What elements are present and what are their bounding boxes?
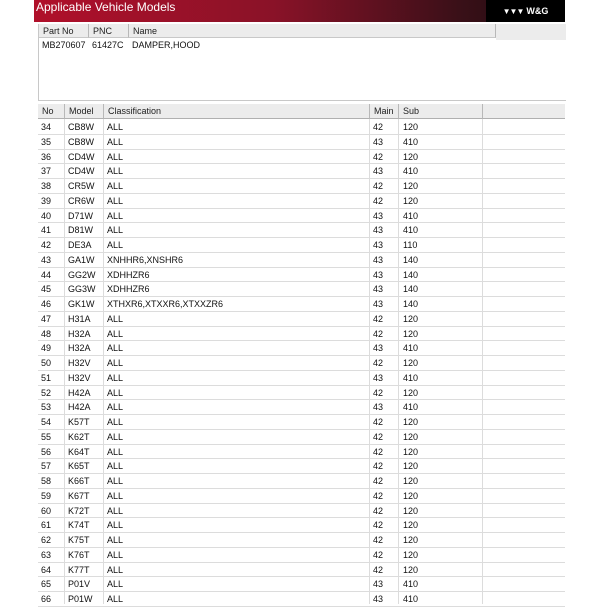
table-row[interactable] <box>38 577 565 592</box>
row-sub-cell: 140 <box>403 299 419 309</box>
row-sub-cell: 140 <box>403 284 419 295</box>
row-main-cell: 43 <box>373 343 384 354</box>
row-model-cell: K74T <box>68 520 90 531</box>
title-bar <box>34 0 565 22</box>
table-row[interactable] <box>38 268 565 283</box>
row-main-cell: 42 <box>373 549 384 560</box>
row-main-cell: 42 <box>373 313 384 324</box>
row-sub-cell: 410 <box>403 210 419 221</box>
table-row[interactable] <box>38 533 565 548</box>
row-main-cell: 43 <box>373 284 384 295</box>
row-classification-cell: ALL <box>107 431 124 442</box>
table-row[interactable] <box>38 179 565 194</box>
row-sub-cell: 410 <box>403 372 419 383</box>
table-row[interactable] <box>38 592 565 607</box>
row-main-cell: 42 <box>373 122 384 132</box>
row-main-cell: 42 <box>373 431 384 442</box>
row-sub-cell: 120 <box>403 417 419 427</box>
row-classification-cell: ALL <box>107 579 124 590</box>
row-model-cell: H42A <box>68 402 91 413</box>
table-row[interactable] <box>38 135 565 150</box>
table-row[interactable] <box>38 194 565 209</box>
row-main-cell: 42 <box>373 328 384 339</box>
row-main-cell: 42 <box>373 446 384 457</box>
row-main-cell: 42 <box>373 520 384 531</box>
row-no-cell: 37 <box>41 166 52 177</box>
table-row[interactable] <box>38 489 565 504</box>
brand-logo-text: W&G <box>526 6 549 16</box>
row-model-cell: H32A <box>68 343 91 354</box>
table-row[interactable] <box>38 223 565 238</box>
row-model-cell: CD4W <box>68 151 95 162</box>
row-sub-cell: 120 <box>403 195 419 206</box>
table-row[interactable] <box>38 400 565 415</box>
row-no-cell: 52 <box>41 387 52 398</box>
row-no-cell: 63 <box>41 549 52 560</box>
table-row[interactable] <box>38 445 565 460</box>
row-no-cell: 46 <box>41 299 52 309</box>
row-model-cell: GA1W <box>68 254 95 265</box>
row-no-cell: 48 <box>41 328 52 339</box>
table-row[interactable] <box>38 386 565 401</box>
row-classification-cell: XDHHZR6 <box>107 284 150 295</box>
row-no-cell: 44 <box>41 269 52 280</box>
column-header-sub[interactable]: Sub <box>399 104 483 119</box>
row-model-cell: CB8W <box>68 136 95 147</box>
row-no-cell: 51 <box>41 372 52 383</box>
table-row[interactable] <box>38 120 565 135</box>
row-sub-cell: 120 <box>403 387 419 398</box>
row-no-cell: 65 <box>41 579 52 590</box>
row-main-cell: 43 <box>373 225 384 236</box>
row-main-cell: 43 <box>373 254 384 265</box>
row-no-cell: 54 <box>41 417 52 427</box>
row-main-cell: 42 <box>373 564 384 575</box>
row-main-cell: 43 <box>373 594 384 604</box>
row-main-cell: 42 <box>373 505 384 516</box>
vehicle-models-table <box>38 104 565 604</box>
row-no-cell: 45 <box>41 284 52 295</box>
row-main-cell: 42 <box>373 387 384 398</box>
row-model-cell: GG2W <box>68 269 96 280</box>
table-row[interactable] <box>38 504 565 519</box>
row-main-cell: 42 <box>373 181 384 191</box>
table-row[interactable] <box>38 430 565 445</box>
table-row[interactable] <box>38 371 565 386</box>
row-model-cell: K65T <box>68 461 90 472</box>
row-sub-cell: 140 <box>403 269 419 280</box>
part-no-cell: MB270607 <box>42 40 86 50</box>
row-model-cell: K66T <box>68 476 90 486</box>
row-classification-cell: ALL <box>107 476 124 486</box>
row-no-cell: 64 <box>41 564 52 575</box>
row-main-cell: 42 <box>373 535 384 545</box>
row-model-cell: H32V <box>68 358 91 368</box>
table-row[interactable] <box>38 474 565 489</box>
row-sub-cell: 120 <box>403 181 419 191</box>
row-sub-cell: 120 <box>403 490 419 501</box>
row-main-cell: 43 <box>373 166 384 177</box>
table-row[interactable] <box>38 459 565 474</box>
table-row[interactable] <box>38 341 565 356</box>
row-no-cell: 39 <box>41 195 52 206</box>
row-sub-cell: 120 <box>403 520 419 531</box>
row-classification-cell: ALL <box>107 343 124 354</box>
row-sub-cell: 120 <box>403 476 419 486</box>
table-row[interactable] <box>38 282 565 297</box>
row-sub-cell: 120 <box>403 446 419 457</box>
row-no-cell: 62 <box>41 535 52 545</box>
table-row[interactable] <box>38 150 565 165</box>
row-sub-cell: 120 <box>403 549 419 560</box>
row-classification-cell: ALL <box>107 490 124 501</box>
row-no-cell: 55 <box>41 431 52 442</box>
row-model-cell: P01V <box>68 579 91 590</box>
row-no-cell: 35 <box>41 136 52 147</box>
row-no-cell: 49 <box>41 343 52 354</box>
row-sub-cell: 410 <box>403 579 419 590</box>
row-no-cell: 66 <box>41 594 52 604</box>
row-sub-cell: 110 <box>403 240 418 250</box>
row-main-cell: 43 <box>373 136 384 147</box>
row-model-cell: CB8W <box>68 122 95 132</box>
row-no-cell: 40 <box>41 210 52 221</box>
row-model-cell: DE3A <box>68 240 92 250</box>
content-panel <box>38 24 565 604</box>
row-no-cell: 34 <box>41 122 52 132</box>
row-classification-cell: ALL <box>107 564 124 575</box>
row-no-cell: 60 <box>41 505 52 516</box>
table-row[interactable] <box>38 518 565 533</box>
table-row[interactable] <box>38 164 565 179</box>
row-no-cell: 41 <box>41 225 52 236</box>
row-classification-cell: ALL <box>107 358 124 368</box>
row-no-cell: 57 <box>41 461 52 472</box>
row-no-cell: 47 <box>41 313 52 324</box>
row-main-cell: 42 <box>373 358 384 368</box>
row-classification-cell: ALL <box>107 535 124 545</box>
row-classification-cell: ALL <box>107 166 124 177</box>
row-no-cell: 58 <box>41 476 52 486</box>
row-model-cell: K72T <box>68 505 90 516</box>
row-sub-cell: 120 <box>403 328 419 339</box>
row-no-cell: 38 <box>41 181 52 191</box>
row-classification-cell: XDHHZR6 <box>107 269 150 280</box>
row-classification-cell: XNHHR6,XNSHR6 <box>107 254 184 265</box>
column-header-classification[interactable]: Classification <box>104 104 370 119</box>
row-sub-cell: 410 <box>403 402 419 413</box>
row-classification-cell: ALL <box>107 240 124 250</box>
column-header-model[interactable]: Model <box>65 104 104 119</box>
row-classification-cell: ALL <box>107 225 124 236</box>
column-header-part-no[interactable]: Part No <box>39 24 89 38</box>
table-row[interactable] <box>38 327 565 342</box>
row-no-cell: 56 <box>41 446 52 457</box>
row-main-cell: 42 <box>373 195 384 206</box>
window-title: Applicable Vehicle Models <box>36 0 176 14</box>
row-classification-cell: ALL <box>107 594 124 604</box>
row-classification-cell: ALL <box>107 446 124 457</box>
row-model-cell: GK1W <box>68 299 95 309</box>
table-row[interactable] <box>38 548 565 563</box>
row-model-cell: K67T <box>68 490 90 501</box>
row-sub-cell: 120 <box>403 564 419 575</box>
row-sub-cell: 410 <box>403 166 419 177</box>
row-model-cell: K62T <box>68 431 90 442</box>
row-classification-cell: ALL <box>107 181 124 191</box>
row-sub-cell: 120 <box>403 313 419 324</box>
row-classification-cell: ALL <box>107 417 124 427</box>
row-no-cell: 43 <box>41 254 52 265</box>
part-info-table <box>38 24 566 101</box>
row-classification-cell: ALL <box>107 151 124 162</box>
row-no-cell: 50 <box>41 358 52 368</box>
column-header-filler <box>483 104 565 119</box>
row-main-cell: 43 <box>373 240 384 250</box>
column-header-no[interactable]: No <box>38 104 65 119</box>
table-row[interactable] <box>38 253 565 268</box>
column-header-main[interactable]: Main <box>370 104 399 119</box>
row-sub-cell: 120 <box>403 431 419 442</box>
row-model-cell: H32V <box>68 372 91 383</box>
brand-wings-icon: ▼▼▼ <box>502 6 524 16</box>
row-sub-cell: 120 <box>403 505 419 516</box>
row-classification-cell: ALL <box>107 136 124 147</box>
row-main-cell: 42 <box>373 417 384 427</box>
row-sub-cell: 410 <box>403 343 419 354</box>
name-cell: DAMPER,HOOD <box>132 40 201 50</box>
table-row[interactable] <box>38 415 565 430</box>
row-classification-cell: ALL <box>107 520 124 531</box>
row-model-cell: CR5W <box>68 181 95 191</box>
table-row[interactable] <box>38 563 565 578</box>
row-model-cell: H42A <box>68 387 91 398</box>
row-model-cell: GG3W <box>68 284 96 295</box>
row-main-cell: 43 <box>373 269 384 280</box>
row-main-cell: 42 <box>373 490 384 501</box>
row-sub-cell: 410 <box>403 225 419 236</box>
row-sub-cell: 140 <box>403 254 419 265</box>
part-row[interactable] <box>39 38 496 52</box>
row-main-cell: 43 <box>373 210 384 221</box>
row-classification-cell: ALL <box>107 313 124 324</box>
table-row[interactable] <box>38 209 565 224</box>
row-model-cell: K57T <box>68 417 90 427</box>
column-header-name[interactable]: Name <box>129 24 496 38</box>
row-classification-cell: ALL <box>107 328 124 339</box>
row-classification-cell: ALL <box>107 387 124 398</box>
row-main-cell: 43 <box>373 299 384 309</box>
column-header-pnc[interactable]: PNC <box>89 24 129 38</box>
header-filler <box>496 24 566 40</box>
row-model-cell: D71W <box>68 210 94 221</box>
brand-logo <box>486 0 565 22</box>
row-classification-cell: ALL <box>107 195 124 206</box>
row-no-cell: 59 <box>41 490 52 501</box>
row-sub-cell: 120 <box>403 358 419 368</box>
row-sub-cell: 410 <box>403 136 419 147</box>
table-row[interactable] <box>38 312 565 327</box>
row-no-cell: 61 <box>41 520 52 531</box>
row-model-cell: K64T <box>68 446 90 457</box>
row-main-cell: 42 <box>373 151 384 162</box>
row-model-cell: K76T <box>68 549 90 560</box>
row-model-cell: D81W <box>68 225 94 236</box>
table-row[interactable] <box>38 238 565 253</box>
row-classification-cell: ALL <box>107 372 124 383</box>
row-sub-cell: 120 <box>403 535 419 545</box>
row-classification-cell: ALL <box>107 549 124 560</box>
table-row[interactable] <box>38 297 565 312</box>
row-classification-cell: ALL <box>107 122 124 132</box>
row-model-cell: CR6W <box>68 195 95 206</box>
row-sub-cell: 410 <box>403 594 419 604</box>
row-model-cell: K77T <box>68 564 90 575</box>
row-main-cell: 43 <box>373 579 384 590</box>
row-classification-cell: ALL <box>107 402 124 413</box>
row-sub-cell: 120 <box>403 122 419 132</box>
table-row[interactable] <box>38 356 565 371</box>
row-main-cell: 42 <box>373 461 384 472</box>
row-classification-cell: XTHXR6,XTXXR6,XTXXZR6 <box>107 299 224 309</box>
row-main-cell: 43 <box>373 402 384 413</box>
row-no-cell: 36 <box>41 151 52 162</box>
row-classification-cell: ALL <box>107 461 124 472</box>
pnc-cell: 61427C <box>92 40 124 50</box>
row-no-cell: 53 <box>41 402 52 413</box>
row-model-cell: H31A <box>68 313 91 324</box>
row-classification-cell: ALL <box>107 210 124 221</box>
row-sub-cell: 120 <box>403 151 419 162</box>
row-model-cell: CD4W <box>68 166 95 177</box>
row-model-cell: K75T <box>68 535 90 545</box>
row-main-cell: 42 <box>373 476 384 486</box>
row-main-cell: 43 <box>373 372 384 383</box>
row-model-cell: H32A <box>68 328 91 339</box>
row-sub-cell: 120 <box>403 461 419 472</box>
row-no-cell: 42 <box>41 240 52 250</box>
row-model-cell: P01W <box>68 594 93 604</box>
row-classification-cell: ALL <box>107 505 124 516</box>
